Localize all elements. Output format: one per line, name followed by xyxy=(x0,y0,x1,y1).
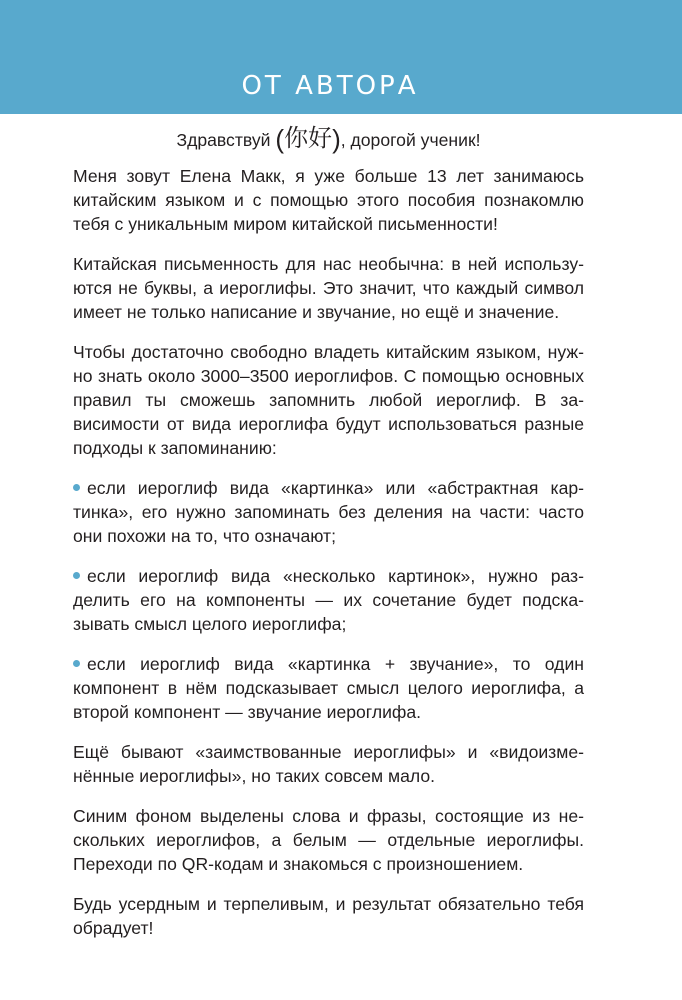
author-foreword xyxy=(73,122,584,956)
greeting-open-paren: ( xyxy=(275,124,285,154)
bullet-item xyxy=(73,652,584,724)
header-band xyxy=(0,0,682,114)
intro-paragraph: Меня зовут Елена Макк, я уже больше 13 лет занимаюсь китайским языком и с помощью этого пособия познакомлю тебя с уникальным миром китайской письменности! xyxy=(73,166,584,234)
bullet-item xyxy=(73,476,584,548)
greeting-hanzi: 你好 xyxy=(284,124,333,152)
bullet-item xyxy=(73,564,584,636)
other-types-paragraph: Ещё бывают «заимствованные иероглифы» и «видоизменённые иероглифы», но таких совсем мало. xyxy=(73,742,584,786)
bullet-dot-icon xyxy=(73,660,80,667)
bullet-text: если иероглиф вида «несколько картинок», нужно разделить его на компоненты — их сочетание будет подсказывать смысл целого иероглифа; xyxy=(73,566,584,634)
greeting-close-paren: ) xyxy=(332,124,341,154)
bullet-dot-icon xyxy=(73,484,80,491)
greeting-end: , дорогой ученик! xyxy=(340,130,481,150)
bullet-text: если иероглиф вида «картинка» или «абстрактная картинка», его нужно запоминать без деления на части: часто они похожи на то, что означают; xyxy=(73,478,584,546)
page-title: ОТ АВТОРА xyxy=(241,71,419,101)
encouragement-paragraph: Будь усердным и терпеливым, и результат обязательно тебя обрадует! xyxy=(73,894,584,938)
greeting-start: Здравствуй xyxy=(176,130,276,150)
study-paragraph: Чтобы достаточно свободно владеть китайским языком, нужно знать около 3000–3500 иероглифов. С помощью основных правил ты сможешь запомнить любой иероглиф. В зависимости от вида иероглифа будут использоваться разные подходы к запоминанию: xyxy=(73,342,584,458)
greeting xyxy=(73,122,584,156)
bullet-text: если иероглиф вида «картинка + звучание», то один компонент в нём подсказывает смысл целого иероглифа, а второй компонент — звучание иероглифа. xyxy=(73,654,584,722)
bullet-dot-icon xyxy=(73,572,80,579)
legend-paragraph: Синим фоном выделены слова и фразы, состоящие из нескольких иероглифов, а белым — отдельные иероглифы. Переходи по QR-кодам и знакомься с произношением. xyxy=(73,806,584,874)
writing-paragraph: Китайская письменность для нас необычна: в ней используются не буквы, а иероглифы. Это значит, что каждый символ имеет не только написание и звучание, но ещё и значение. xyxy=(73,254,584,322)
